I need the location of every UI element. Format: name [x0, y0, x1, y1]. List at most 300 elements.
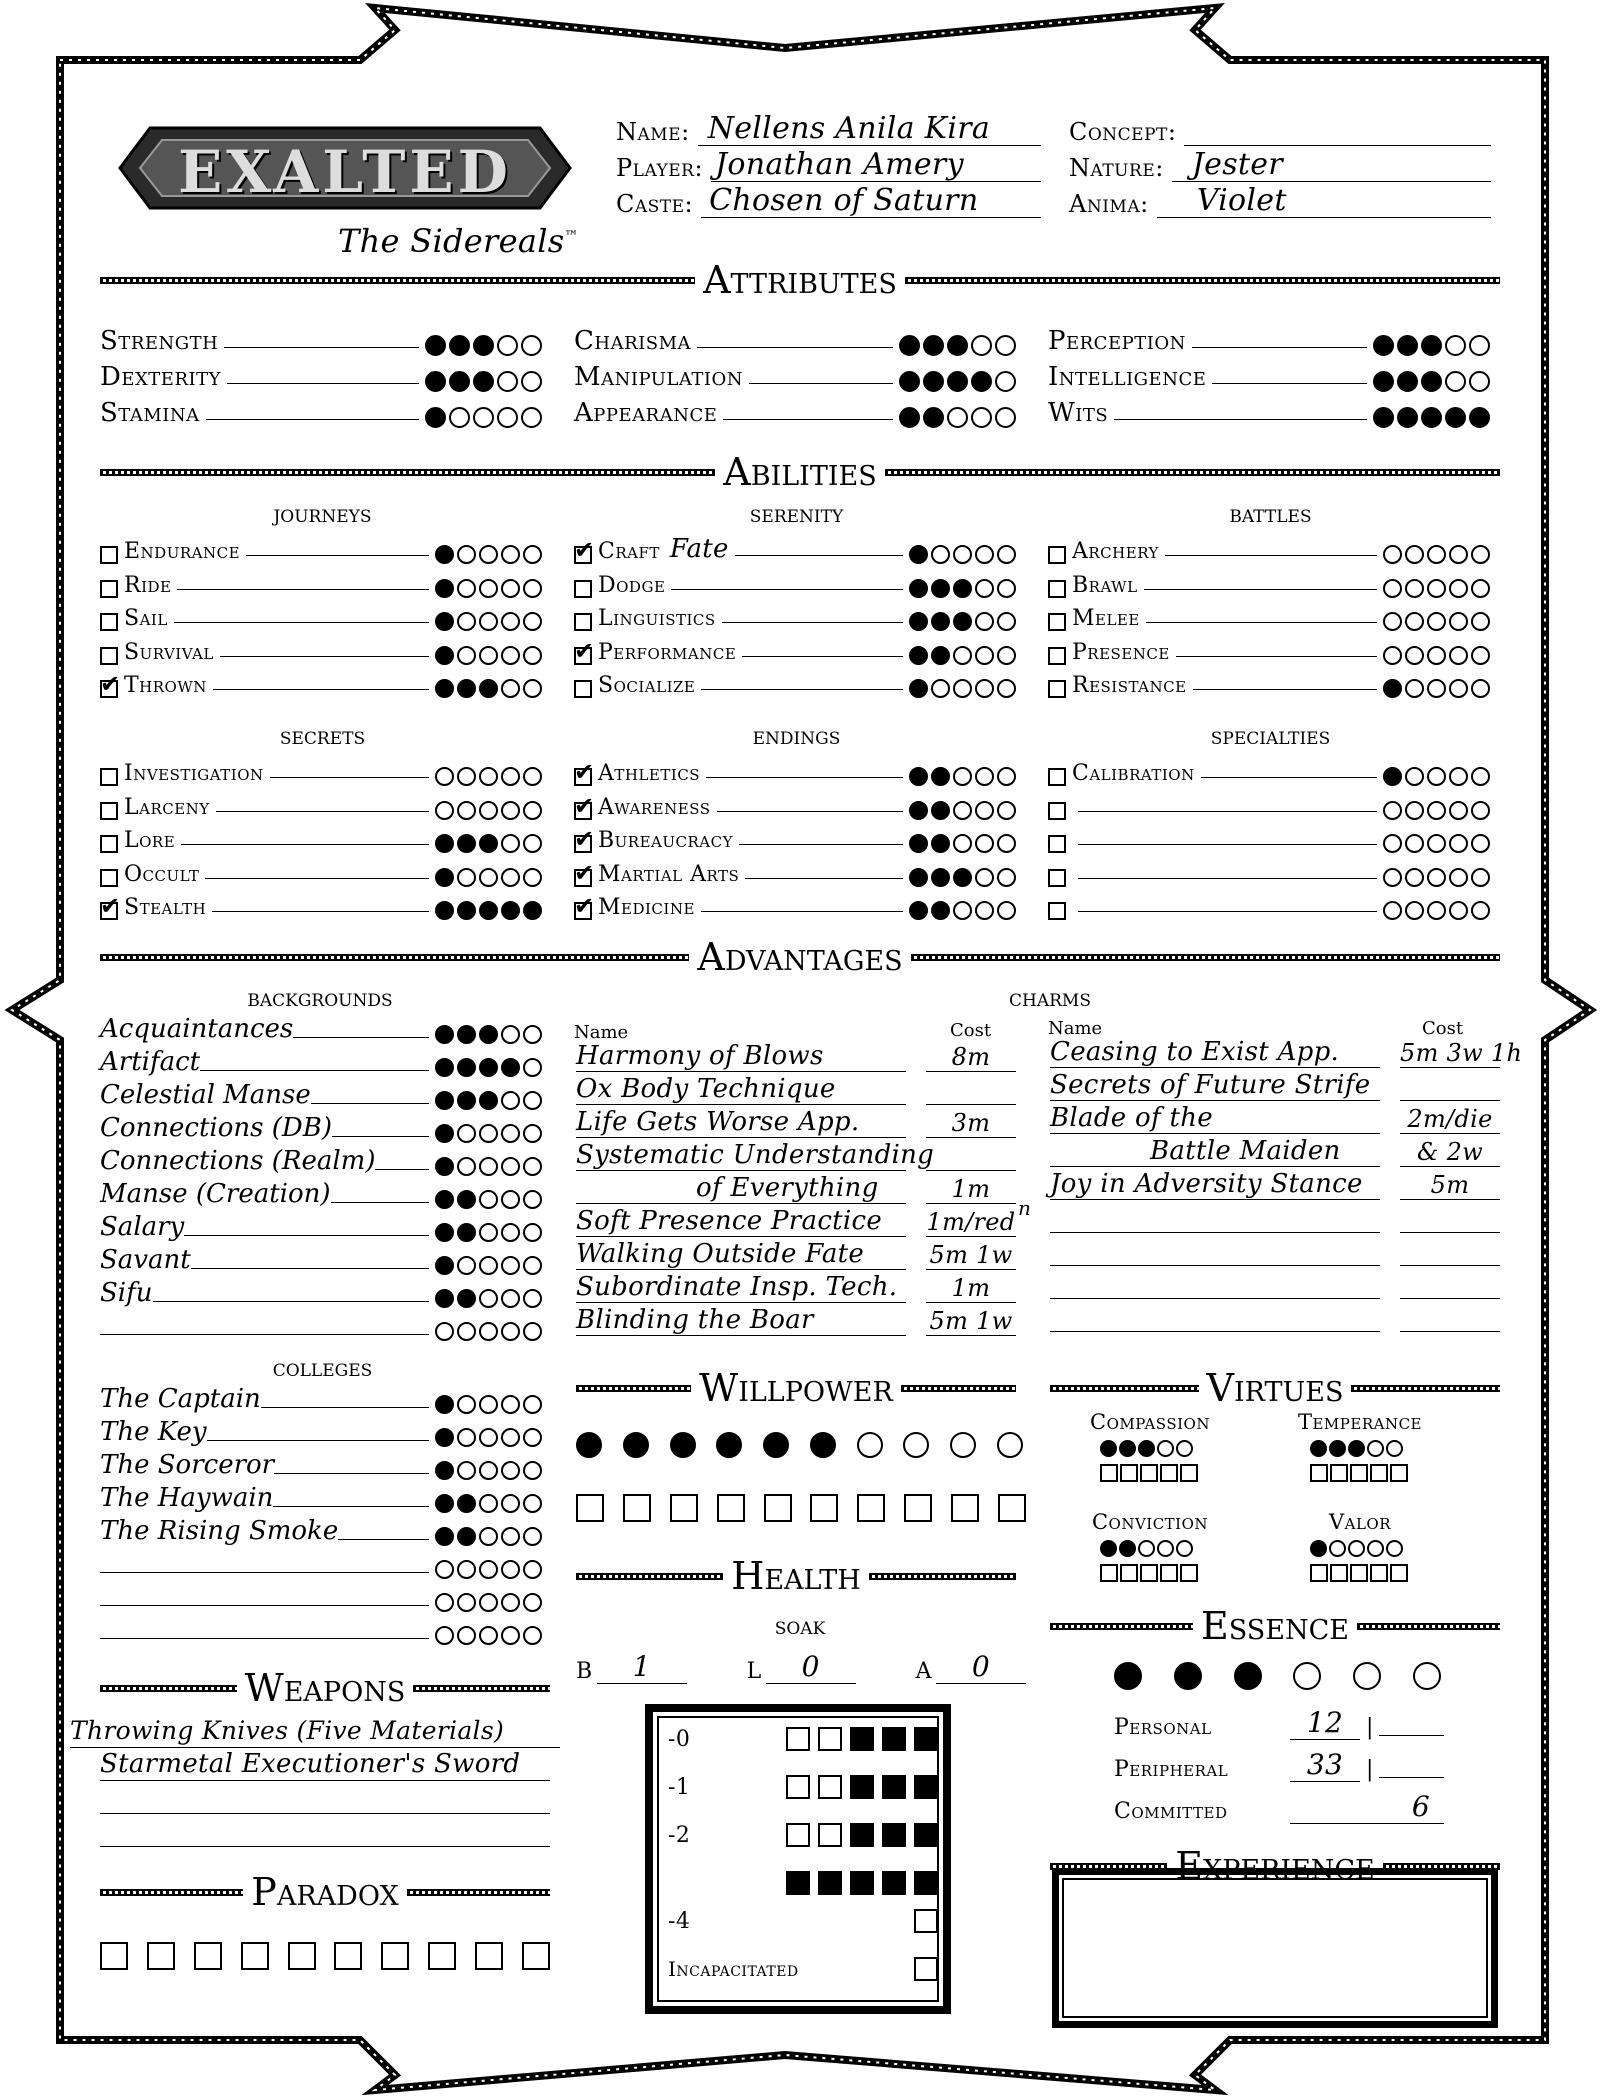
list-label[interactable]: Connections (Realm) — [100, 1146, 376, 1176]
charm-cost[interactable] — [1400, 1298, 1500, 1299]
peripheral-value[interactable]: 33 — [1290, 1748, 1360, 1782]
list-label[interactable]: The Sorceror — [100, 1450, 275, 1480]
favored-checkbox[interactable] — [574, 902, 592, 920]
list-label[interactable]: Salary — [100, 1212, 185, 1242]
list-dots[interactable] — [435, 1559, 545, 1579]
ability-dots[interactable] — [435, 645, 545, 665]
filled-dot — [1469, 407, 1490, 428]
weapon-row[interactable] — [100, 1815, 550, 1847]
charm-cost[interactable] — [926, 1170, 1016, 1171]
empty-dot — [457, 579, 476, 598]
health-box — [882, 1823, 906, 1847]
favored-checkbox[interactable] — [574, 613, 592, 631]
empty-dot — [975, 545, 994, 564]
attribute-dots[interactable] — [425, 407, 545, 428]
empty-dot — [1471, 801, 1490, 820]
favored-checkbox[interactable] — [100, 835, 118, 853]
willpower-box[interactable] — [998, 1494, 1026, 1522]
favored-checkbox[interactable] — [574, 680, 592, 698]
empty-dot — [501, 679, 520, 698]
empty-dot — [457, 1256, 476, 1275]
list-dots[interactable] — [435, 1321, 545, 1341]
virtue-box — [1310, 1564, 1328, 1582]
health-boxes[interactable] — [786, 1775, 938, 1799]
attribute-dots[interactable] — [899, 335, 1019, 356]
essence-header: Essence — [1050, 1604, 1500, 1648]
virtue-boxes[interactable] — [1310, 1462, 1410, 1482]
filled-dot — [931, 868, 950, 887]
ability-dots[interactable] — [909, 766, 1019, 786]
charms-cost-label-right: Cost — [1422, 1018, 1464, 1039]
paradox-box[interactable] — [194, 1942, 222, 1970]
list-label[interactable]: The Rising Smoke — [100, 1516, 339, 1546]
charm-name[interactable]: Life Gets Worse App. — [576, 1107, 906, 1138]
list-row — [100, 1210, 545, 1242]
ability-dots[interactable] — [1383, 611, 1493, 631]
filled-dot — [435, 901, 454, 920]
favored-checkbox[interactable] — [574, 546, 592, 564]
ability-line — [216, 811, 429, 812]
empty-dot — [523, 1190, 542, 1209]
filled-dot — [457, 901, 476, 920]
ability-dots[interactable] — [1383, 766, 1493, 786]
paradox-box[interactable] — [428, 1942, 456, 1970]
attribute-dots[interactable] — [425, 335, 545, 356]
essence-dot[interactable] — [1234, 1662, 1262, 1690]
list-label[interactable]: The Haywain — [100, 1483, 274, 1513]
health-level-label: -4 — [668, 1908, 691, 1934]
weapon-row[interactable]: Starmetal Executioner's Sword — [100, 1749, 550, 1781]
charm-cost[interactable]: 3m — [926, 1109, 1016, 1138]
charm-name[interactable] — [1050, 1232, 1380, 1233]
filled-dot — [435, 1461, 454, 1480]
favored-checkbox[interactable] — [1048, 902, 1066, 920]
ability-dots[interactable] — [1383, 900, 1493, 920]
favored-checkbox[interactable] — [100, 647, 118, 665]
charms-name-label-right: Name — [1048, 1018, 1103, 1039]
favored-checkbox[interactable] — [100, 613, 118, 631]
virtue-box — [1350, 1464, 1368, 1482]
favored-checkbox[interactable] — [1048, 768, 1066, 786]
charm-name[interactable]: of Everything — [576, 1173, 906, 1204]
experience-header: Experience — [1050, 1844, 1500, 1888]
list-dots[interactable] — [435, 1024, 545, 1044]
charm-cost[interactable]: 8m — [926, 1043, 1016, 1072]
charm-cost[interactable]: 1m/red — [926, 1208, 1016, 1236]
paradox-box[interactable] — [381, 1942, 409, 1970]
empty-dot — [457, 801, 476, 820]
ability-dots[interactable] — [435, 900, 545, 920]
health-header: Health — [576, 1554, 1016, 1598]
ability-row — [574, 855, 1019, 887]
list-label[interactable]: The Key — [100, 1417, 207, 1447]
caste-field[interactable]: Chosen of Saturn — [701, 185, 1041, 218]
virtue-dot — [1329, 1540, 1346, 1557]
ability-dots[interactable] — [909, 678, 1019, 698]
attribute-line — [697, 347, 893, 348]
attribute-row — [574, 358, 1019, 392]
charm-name[interactable] — [1050, 1331, 1380, 1332]
ability-row — [574, 666, 1019, 698]
list-dots[interactable] — [435, 1156, 545, 1176]
favored-checkbox[interactable] — [100, 546, 118, 564]
ability-dots[interactable] — [909, 833, 1019, 853]
filled-dot — [931, 901, 950, 920]
ability-dots[interactable] — [909, 544, 1019, 564]
virtue-box — [1330, 1564, 1348, 1582]
list-label[interactable]: Savant — [100, 1245, 191, 1275]
paradox-box[interactable] — [241, 1942, 269, 1970]
willpower-box[interactable] — [810, 1494, 838, 1522]
charm-cost[interactable]: & 2w — [1400, 1138, 1500, 1167]
empty-dot — [523, 1289, 542, 1308]
charm-cost[interactable] — [1400, 1331, 1500, 1332]
favored-checkbox[interactable] — [100, 768, 118, 786]
list-label[interactable]: Sifu — [100, 1278, 153, 1308]
empty-dot — [1471, 868, 1490, 887]
health-boxes[interactable] — [914, 1957, 938, 1981]
filled-dot — [909, 545, 928, 564]
charm-cost[interactable]: 2m/die — [1400, 1105, 1500, 1134]
willpower-dot[interactable] — [997, 1432, 1023, 1458]
weapon-row[interactable] — [100, 1782, 550, 1814]
ability-dots[interactable] — [909, 578, 1019, 598]
willpower-box[interactable] — [904, 1494, 932, 1522]
paradox-box[interactable] — [334, 1942, 362, 1970]
charm-cost[interactable] — [1400, 1232, 1500, 1233]
charm-name[interactable]: Blinding the Boar — [576, 1305, 906, 1336]
ability-row — [100, 566, 545, 598]
charm-row — [1050, 1168, 1500, 1200]
soak-label: A — [915, 1659, 932, 1684]
ability-group-title: endings — [752, 722, 841, 750]
weapon-row[interactable]: Throwing Knives (Five Materials) — [70, 1716, 560, 1748]
charm-cost[interactable]: 5m 1w — [926, 1241, 1016, 1270]
charm-name[interactable]: Soft Presence Practice — [576, 1206, 906, 1237]
health-levels — [668, 1722, 938, 2002]
list-dots[interactable] — [435, 1427, 545, 1447]
filled-dot — [1383, 679, 1402, 698]
anima-field[interactable]: Violet — [1157, 185, 1491, 218]
nature-field[interactable]: Jester — [1172, 149, 1491, 182]
list-dots[interactable] — [435, 1189, 545, 1209]
health-boxes[interactable] — [786, 1823, 938, 1847]
charm-name[interactable]: Battle Maiden — [1050, 1136, 1380, 1167]
virtue-dots[interactable] — [1100, 1538, 1195, 1557]
empty-dot — [501, 1494, 520, 1513]
empty-dot — [457, 868, 476, 887]
favored-checkbox[interactable] — [574, 580, 592, 598]
willpower-box[interactable] — [576, 1494, 604, 1522]
virtue-dot — [1119, 1540, 1136, 1557]
player-field[interactable]: Jonathan Amery — [711, 149, 1041, 182]
empty-dot — [953, 801, 972, 820]
favored-checkbox[interactable] — [100, 580, 118, 598]
favored-checkbox[interactable] — [100, 802, 118, 820]
charm-name[interactable] — [1050, 1298, 1380, 1299]
empty-dot — [523, 1395, 542, 1414]
attribute-dots[interactable] — [425, 371, 545, 392]
virtue-boxes[interactable] — [1100, 1462, 1200, 1482]
willpower-dot[interactable] — [903, 1432, 929, 1458]
ability-line — [742, 656, 903, 657]
list-dots[interactable] — [435, 1255, 545, 1275]
ability-dots[interactable] — [435, 867, 545, 887]
empty-dot — [1427, 868, 1446, 887]
favored-checkbox[interactable] — [574, 647, 592, 665]
filled-dot — [1397, 407, 1418, 428]
willpower-dot[interactable] — [716, 1432, 742, 1458]
list-dots[interactable] — [435, 1090, 545, 1110]
favored-checkbox[interactable] — [574, 869, 592, 887]
attribute-dots[interactable] — [899, 371, 1019, 392]
list-dots[interactable] — [435, 1288, 545, 1308]
paradox-box[interactable] — [147, 1942, 175, 1970]
empty-dot — [953, 646, 972, 665]
list-line — [184, 1235, 429, 1236]
empty-dot — [435, 801, 454, 820]
ability-dots[interactable] — [435, 611, 545, 631]
willpower-box[interactable] — [857, 1494, 885, 1522]
charm-name[interactable]: Ceasing to Exist App. — [1050, 1037, 1380, 1068]
charm-name[interactable]: Systematic Understanding — [576, 1140, 935, 1170]
virtue-boxes[interactable] — [1100, 1562, 1200, 1582]
soak-field — [916, 1644, 1026, 1684]
experience-box[interactable] — [1052, 1868, 1498, 2028]
ability-dots[interactable] — [435, 800, 545, 820]
ability-dots[interactable] — [909, 645, 1019, 665]
ability-dots[interactable] — [435, 544, 545, 564]
favored-checkbox[interactable] — [1048, 613, 1066, 631]
experience-value[interactable] — [1059, 1875, 1491, 1915]
willpower-dot[interactable] — [623, 1432, 649, 1458]
empty-dot — [479, 1157, 498, 1176]
filled-dot — [931, 801, 950, 820]
virtue-dots[interactable] — [1310, 1538, 1405, 1557]
empty-dot — [931, 545, 950, 564]
list-dots[interactable] — [435, 1123, 545, 1143]
charm-name[interactable]: Harmony of Blows — [576, 1041, 906, 1072]
charm-name[interactable]: Ox Body Technique — [576, 1074, 906, 1105]
list-label[interactable]: Connections (DB) — [100, 1113, 332, 1143]
empty-dot — [435, 1626, 454, 1645]
empty-dot — [995, 407, 1016, 428]
essence-dot[interactable] — [1114, 1662, 1142, 1690]
list-dots[interactable] — [435, 1493, 545, 1513]
charm-cost[interactable]: 5m — [1400, 1171, 1500, 1200]
name-field[interactable]: Nellens Anila Kira — [698, 113, 1041, 146]
willpower-dot[interactable] — [670, 1432, 696, 1458]
empty-dot — [1449, 767, 1468, 786]
virtue-dots[interactable] — [1100, 1438, 1195, 1457]
favored-checkbox[interactable] — [1048, 647, 1066, 665]
empty-dot — [479, 1124, 498, 1143]
ability-dots[interactable] — [909, 900, 1019, 920]
empty-dot — [1405, 646, 1424, 665]
charm-name[interactable]: Secrets of Future Strife — [1050, 1070, 1380, 1101]
ability-label: Ride — [124, 572, 172, 598]
attribute-dots[interactable] — [1373, 407, 1493, 428]
willpower-box[interactable] — [670, 1494, 698, 1522]
ability-dots[interactable] — [1383, 678, 1493, 698]
charm-cost[interactable] — [1400, 1100, 1500, 1101]
empty-dot — [479, 1190, 498, 1209]
list-label[interactable]: The Captain — [100, 1384, 261, 1414]
essence-dot[interactable] — [1174, 1662, 1202, 1690]
virtue-dot — [1100, 1440, 1117, 1457]
favored-checkbox[interactable] — [100, 902, 118, 920]
ability-dots[interactable] — [435, 678, 545, 698]
favored-checkbox[interactable] — [1048, 802, 1066, 820]
empty-dot — [523, 1560, 542, 1579]
empty-dot — [501, 868, 520, 887]
charm-name[interactable]: Walking Outside Fate — [576, 1239, 906, 1270]
ability-label: Martial Arts — [598, 861, 740, 887]
favored-checkbox[interactable] — [1048, 680, 1066, 698]
logo-text: EXALTED — [178, 138, 512, 206]
ability-label: Lore — [124, 828, 176, 853]
ability-dots[interactable] — [909, 867, 1019, 887]
favored-checkbox[interactable] — [100, 869, 118, 887]
list-label[interactable]: Manse (Creation) — [100, 1179, 331, 1209]
empty-dot — [523, 1256, 542, 1275]
empty-dot — [501, 1395, 520, 1414]
willpower-box[interactable] — [623, 1494, 651, 1522]
attribute-label: Dexterity — [100, 362, 221, 392]
ability-dots[interactable] — [435, 766, 545, 786]
empty-dot — [523, 1494, 542, 1513]
ability-dots[interactable] — [1383, 833, 1493, 853]
virtue-dots[interactable] — [1310, 1438, 1405, 1457]
virtue-dot — [1386, 1440, 1403, 1457]
personal-value[interactable]: 12 — [1290, 1706, 1360, 1740]
paradox-box[interactable] — [288, 1942, 316, 1970]
ability-label: Linguistics — [598, 606, 716, 631]
ability-dots[interactable] — [1383, 867, 1493, 887]
essence-dot[interactable] — [1293, 1662, 1321, 1690]
favored-checkbox[interactable] — [1048, 869, 1066, 887]
list-dots[interactable] — [435, 1394, 545, 1414]
virtue-boxes[interactable] — [1310, 1562, 1410, 1582]
ability-dots[interactable] — [1383, 645, 1493, 665]
soak-value[interactable]: 0 — [936, 1650, 1026, 1684]
paradox-box[interactable] — [100, 1942, 128, 1970]
paradox-box[interactable] — [522, 1942, 550, 1970]
willpower-dot[interactable] — [810, 1432, 836, 1458]
health-box — [850, 1871, 874, 1895]
willpower-dot[interactable] — [576, 1432, 602, 1458]
list-label[interactable]: Artifact — [100, 1047, 201, 1077]
attribute-dots[interactable] — [899, 407, 1019, 428]
willpower-dot[interactable] — [763, 1432, 789, 1458]
ability-dots[interactable] — [909, 611, 1019, 631]
empty-dot — [479, 579, 498, 598]
charm-cost[interactable]: 5m 1w — [926, 1307, 1016, 1336]
ability-dots[interactable] — [435, 578, 545, 598]
ability-dots[interactable] — [909, 800, 1019, 820]
list-dots[interactable] — [435, 1625, 545, 1645]
ability-dots[interactable] — [1383, 578, 1493, 598]
empty-dot — [1449, 545, 1468, 564]
committed-value[interactable]: 6 — [1290, 1790, 1444, 1824]
charm-name[interactable]: Blade of the — [1050, 1103, 1380, 1134]
soak-value[interactable]: 0 — [766, 1650, 856, 1684]
favored-checkbox[interactable] — [100, 680, 118, 698]
abilities-header: Abilities — [100, 450, 1500, 494]
empty-dot — [1449, 801, 1468, 820]
empty-dot — [1471, 901, 1490, 920]
attribute-dots[interactable] — [1373, 335, 1493, 356]
charm-cost[interactable] — [1400, 1265, 1500, 1266]
filled-dot — [479, 834, 498, 853]
concept-field[interactable] — [1184, 118, 1491, 146]
empty-dot — [479, 1223, 498, 1242]
charm-cost[interactable]: 1m — [926, 1175, 1016, 1204]
logo-subtitle: The Sidereals™ — [338, 222, 579, 260]
attribute-line — [1114, 419, 1367, 420]
ability-line — [745, 878, 903, 879]
ability-label: Investigation — [124, 761, 264, 786]
willpower-box[interactable] — [764, 1494, 792, 1522]
colleges-title: colleges — [272, 1354, 373, 1382]
empty-dot — [1449, 579, 1468, 598]
empty-dot — [501, 1091, 520, 1110]
charm-cost[interactable]: 5m 3w 1h — [1400, 1039, 1523, 1067]
charm-name[interactable] — [1050, 1265, 1380, 1266]
essence-dot[interactable] — [1353, 1662, 1381, 1690]
attribute-dots[interactable] — [1373, 371, 1493, 392]
empty-dot — [523, 1593, 542, 1612]
health-level-row — [668, 1952, 938, 1986]
soak-value[interactable]: 1 — [597, 1650, 687, 1684]
ability-dots[interactable] — [1383, 544, 1493, 564]
charm-name[interactable]: Joy in Adversity Stance — [1050, 1169, 1380, 1200]
ability-dots[interactable] — [1383, 800, 1493, 820]
empty-dot — [1427, 767, 1446, 786]
favored-checkbox[interactable] — [1048, 546, 1066, 564]
charm-cost[interactable]: 1m — [926, 1274, 1016, 1303]
list-dots[interactable] — [435, 1222, 545, 1242]
list-dots[interactable] — [435, 1526, 545, 1546]
favored-checkbox[interactable] — [1048, 835, 1066, 853]
filled-dot — [435, 1223, 454, 1242]
paradox-box[interactable] — [475, 1942, 503, 1970]
list-label[interactable]: Celestial Manse — [100, 1080, 311, 1110]
essence-dot[interactable] — [1413, 1662, 1441, 1690]
ability-dots[interactable] — [435, 833, 545, 853]
favored-checkbox[interactable] — [574, 835, 592, 853]
health-boxes[interactable] — [914, 1909, 938, 1933]
willpower-dot[interactable] — [857, 1432, 883, 1458]
favored-checkbox[interactable] — [574, 768, 592, 786]
favored-checkbox[interactable] — [1048, 580, 1066, 598]
list-dots[interactable] — [435, 1460, 545, 1480]
list-line — [100, 1572, 429, 1573]
list-label[interactable]: Acquaintances — [100, 1014, 294, 1044]
willpower-box[interactable] — [951, 1494, 979, 1522]
charm-row — [576, 1304, 1016, 1336]
charm-row — [576, 1271, 1016, 1303]
willpower-dot[interactable] — [950, 1432, 976, 1458]
charm-cost[interactable] — [926, 1104, 1016, 1105]
health-boxes[interactable] — [786, 1871, 938, 1895]
list-dots[interactable] — [435, 1057, 545, 1077]
health-boxes[interactable] — [786, 1727, 938, 1751]
favored-checkbox[interactable] — [574, 802, 592, 820]
list-dots[interactable] — [435, 1592, 545, 1612]
willpower-box[interactable] — [717, 1494, 745, 1522]
charm-name[interactable]: Subordinate Insp. Tech. — [576, 1272, 906, 1303]
